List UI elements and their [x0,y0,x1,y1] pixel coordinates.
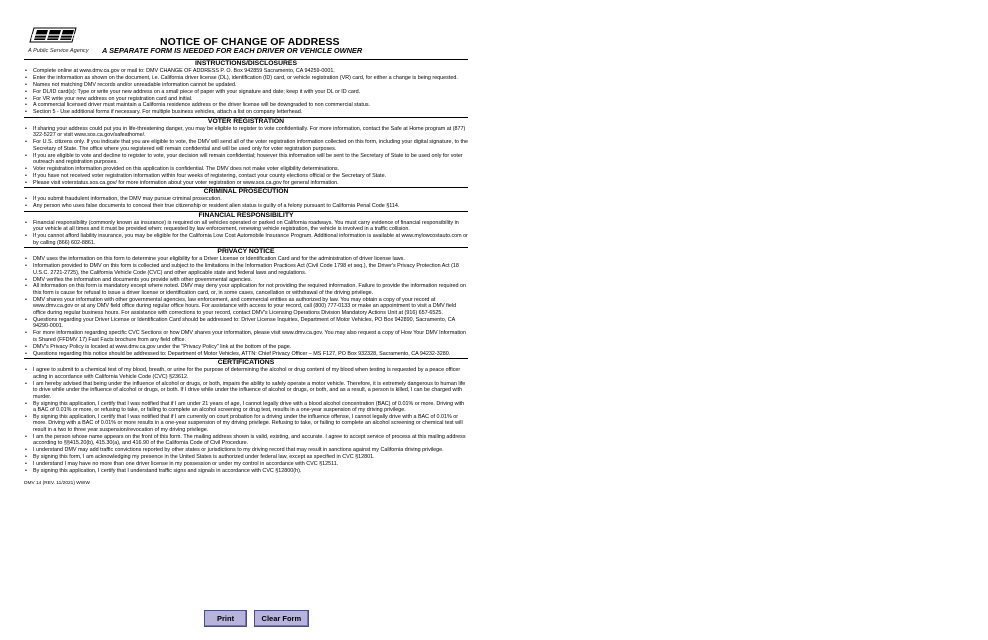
section-title: INSTRUCTIONS/DISCLOSURES [24,59,468,68]
section-title: CRIMINAL PROSECUTION [24,187,468,196]
document-page [24,28,468,486]
section-instructions-disclosures [24,59,468,116]
list-item: • DMV's Privacy Policy is located at www.dmv.ca.gov under the "Privacy Policy" link at the bottom of the page. [24,344,468,351]
bullet-list [24,220,468,247]
list-item: • All information on this form is mandatory except where noted. DMV may deny your application for not providing the required information. Failure to provide the information required on this form is cause for refusal to issue a driver license or identification card, or, in some cases, cancellation or withdrawal of the driving privilege. [24,283,468,296]
section-title: CERTIFICATIONS [24,358,468,367]
dmv-logo [28,26,82,46]
form-body [24,59,468,475]
form-actions [204,608,311,627]
bullet-list [24,126,468,187]
list-item: • Voter registration information provided on this application is confidential. The DMV does not make voter eligibility determinations. [24,166,468,173]
list-item: • For U.S. citizens only. If you indicate that you are eligible to vote, the DMV will send all of the voter registration information collected on this form, including your digital signature, to the Secretary of State. The office where you registered will remain confidential and will be used only for voter registration purposes. [24,139,468,152]
list-item: • Questions regarding your Driver License or Identification Card should be addressed to: Driver License Inquiries, Department of Motor Vehicles, PO Box 942890, Sacramento, CA 94290-0001. [24,317,468,330]
list-item: • If you cannot afford liability insurance, you may be eligible for the California Low Cost Automobile Insurance Program. Additional information is available at www.mylowcostauto.com or by calling (866) 602-8861. [24,233,468,246]
list-item: • A commercial licensed driver must maintain a California residence address or the driver license will be downgraded to non commercial status. [24,102,468,109]
list-item: • Complete online at www.dmv.ca.gov or mail to: DMV CHANGE OF ADDRESS P. O. Box 942859 Sacramento, CA 94259-0001. [24,68,468,75]
list-item: • Any person who uses false documents to conceal their true citizenship or resident alien status is guilty of a felony pursuant to California Penal Code §114. [24,203,468,210]
clear-form-button[interactable]: Clear Form [254,610,310,627]
bullet-list [24,256,468,357]
list-item: • I understand DMV may add traffic convictions reported by other states or jurisdictions to my driving record that may result in sanctions against my California driving privilege. [24,447,468,454]
form-subtitle: A SEPARATE FORM IS NEEDED FOR EACH DRIVER OR VEHICLE OWNER [102,46,363,55]
list-item: • If you submit fraudulent information, the DMV may pursue criminal prosecution. [24,196,468,203]
section-privacy-notice [24,247,468,357]
bullet-list [24,68,468,116]
list-item: • By signing this application, I certify that I was notified that if I am under 21 years of age, I cannot legally drive with a blood alcohol concentration (BAC) of 0.01% or more. Driving with a BAC of 0.01% or more, or refusing to take, or failing to complete an alcohol screening or drug test, results in a one-year suspension of my driving privilege. [24,401,468,414]
list-item: • For DL/ID card(s): Type or write your new address on a small piece of paper with your signature and date; keep it with your DL or ID card. [24,89,468,96]
section-title: VOTER REGISTRATION [24,117,468,126]
list-item: • Questions regarding this notice should be addressed to: Department of Motor Vehicles, ATTN: Chief Privacy Officer – MS F127, PO Box 932328, Sacramento, CA 94232-3280. [24,351,468,358]
list-item: • I am the person whose name appears on the front of this form. The mailing address shown is valid, existing, and accurate. I agree to accept service of process at this mailing address according to §§415.20(b), 415.30(a), and 416.90 of the California Code of Civil Procedure. [24,434,468,447]
list-item: • If you have not received voter registration information within four weeks of registering, contact your county elections official or the Secretary of State. [24,173,468,180]
list-item: • If you are eligible to vote and decline to register to vote, your decision will remain confidential; however this information will be sent to the Secretary of State to be used only for voter outreach and registration purposes. [24,153,468,166]
agency-tagline: A Public Service Agency [28,48,89,54]
list-item: • By signing this application, I certify that I was notified that if I am currently on court probation for a driving under the influence offense, I cannot legally drive with a BAC of 0.01% or more. Driving with a BAC of 0.01% or more results in a one-year suspension of my driving privilege. Refusing to take, or failing to complete an alcohol screening or chemical test will result in a two to three year suspension/revocation of my driving privilege. [24,414,468,434]
list-item: • DMV shares your information with other governmental agencies, law enforcement, and commercial entities as authorized by law. You may obtain a copy of your record at www.dmv.ca.gov or at any DMV field office during regular office hours. For assistance with access to your record, call (800) 777-0133 or make an appointment to visit a DMV field office during regular business hours. For assistance with corrections to your record, contact DMV's Licensing Operations Division Mandatory Actions Unit at (916) 657-6525. [24,297,468,317]
section-criminal-prosecution [24,187,468,209]
bullet-list [24,367,468,475]
list-item: • I am hereby advised that being under the influence of alcohol or drugs, or both, impairs the ability to safely operate a motor vehicle. Therefore, it is extremely dangerous to human life to drive while under the influence of alcohol or drugs, or both. If I drive while under the influence of alcohol or drugs, or both, and as a result, a person is killed, I can be charged with murder. [24,381,468,401]
list-item: • Section 5 - Use additional forms if necessary. For multiple business vehicles, attach a list on company letterhead. [24,109,468,116]
list-item: • Information provided to DMV on this form is collected and subject to the limitations in the Information Practices Act (Civil Code 1798 et seq.), the Driver's Privacy Protection Act (18 U.S.C. 2721-2725), the California Vehicle Code (CVC) and other applicable state and federal laws and regulations. [24,263,468,276]
bullet-list [24,196,468,209]
list-item: • DMV verifies the information and documents you provide with other governmental agencies. [24,277,468,284]
form-title: NOTICE OF CHANGE OF ADDRESS [160,36,340,48]
document-header [24,28,468,58]
form-number: DMV 14 (REV. 11/2021) WWW [24,480,90,486]
list-item: • Financial responsibility (commonly known as insurance) is required on all vehicles operated or parked on California roadways. You must carry evidence of financial responsibility in your vehicle at all times and it must be provided when: requested by law enforcement, renewing vehicle registration, the vehicle is involved in a traffic collision. [24,220,468,233]
list-item: • For VR write your new address on your registration card and initial. [24,96,468,103]
print-button[interactable]: Print [204,610,247,627]
list-item: • Names not matching DMV records and/or unreadable information cannot be updated. [24,82,468,89]
section-certifications [24,358,468,474]
section-voter-registration [24,117,468,187]
section-title: PRIVACY NOTICE [24,247,468,256]
list-item: • I understand I may have no more than one driver license in my possession or under my control in accordance with CVC §12511. [24,461,468,468]
list-item: • By signing this application, I certify that I understand traffic signs and signals in accordance with CVC §12800(h). [24,468,468,475]
list-item: • By signing this form, I am acknowledging my presence in the United States is authorized under federal law, except as specified in CVC §12801. [24,454,468,461]
list-item: • DMV uses the information on this form to determine your eligibility for a Driver License or Identification Card and for the administration of driver license laws. [24,256,468,263]
section-title: FINANCIAL RESPONSIBILITY [24,211,468,220]
list-item: • I agree to submit to a chemical test of my blood, breath, or urine for the purpose of determining the alcohol or drug content of my blood when testing is requested by a peace officer acting in accordance with California Vehicle Code (CVC) §23612. [24,367,468,380]
list-item: • Please visit voterstatus.sos.ca.gov/ for more information about your voter registration or www.sos.ca.gov for general information. [24,180,468,187]
section-financial-responsibility [24,211,468,246]
list-item: • If sharing your address could put you in life-threatening danger, you may be eligible to register to vote confidentially. For more information, contact the Safe at Home program at (877) 322-5227 or visit www.sos.ca.gov/safeathome/. [24,126,468,139]
list-item: • Enter the information as shown on the document, i.e. California driver license (DL), identification (ID) card, or vehicle registration (VR) card, for either a change is being requested. [24,75,468,82]
list-item: • For more information regarding specific CVC Sections or how DMV shares your information, please visit www.dmv.ca.gov. You may also request a copy of How Your DMV Information is Shared (FFDMV 17) Fast Facts brochure from any field office. [24,330,468,343]
